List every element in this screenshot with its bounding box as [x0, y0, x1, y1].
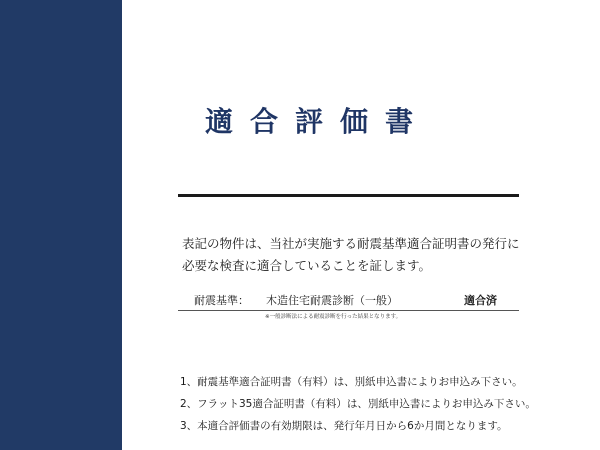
- standard-footnote: ※一般診断法による耐震診断を行った結果となります。: [265, 314, 402, 320]
- seismic-standard-row: [178, 292, 519, 310]
- note-item: 1、耐震基準適合証明書（有料）は、別紙申込書によりお申込み下さい。: [180, 376, 523, 388]
- statement-line-2: 必要な検査に適合していることを証します。: [182, 258, 432, 273]
- navy-side-band: [0, 0, 122, 450]
- standard-underline: [178, 310, 519, 311]
- title-divider: [178, 194, 519, 197]
- statement-line-1: 表記の物件は、当社が実施する耐震基準適合証明書の発行に: [182, 236, 520, 251]
- standard-label: 耐震基準：: [194, 294, 249, 307]
- note-item: 2、フラット35適合証明書（有料）は、別紙申込書によりお申込み下さい。: [180, 398, 536, 410]
- note-item: 3、本適合評価書の有効期限は、発行年月日から6か月間となります。: [180, 420, 508, 432]
- standard-result: 適合済: [464, 294, 497, 307]
- certification-statement: [182, 233, 522, 277]
- standard-value: 木造住宅耐震診断（一般）: [266, 294, 398, 307]
- notes-list: [180, 373, 536, 439]
- document-title: 適合評価書: [205, 105, 431, 138]
